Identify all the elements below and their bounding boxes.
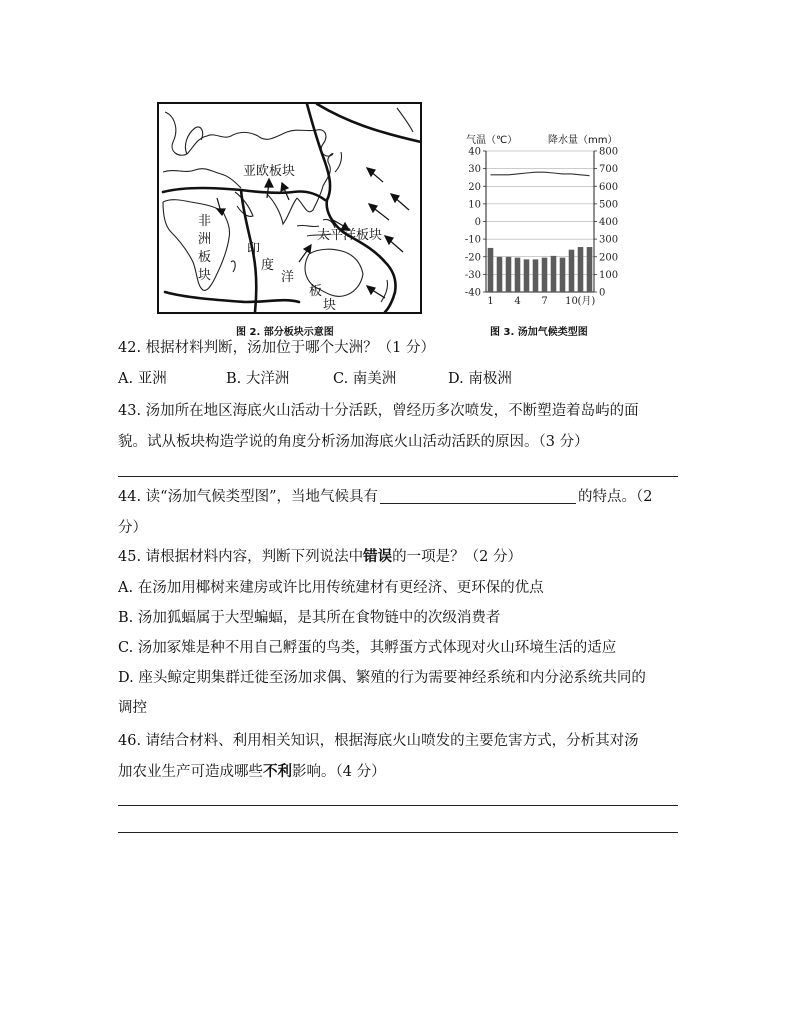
label-pacific-plate: 太平洋板块 — [317, 228, 383, 243]
precipitation-bar — [515, 258, 521, 292]
x-tick-label: 1 — [487, 296, 494, 307]
precipitation-bar — [488, 248, 494, 292]
question-44-line-1 — [118, 482, 652, 512]
label-africa-plate-1: 非 — [198, 214, 212, 229]
left-tick-label: -40 — [464, 287, 481, 299]
q43-answer-line[interactable] — [118, 476, 678, 477]
precipitation-bar — [587, 247, 593, 292]
left-tick-label: 40 — [468, 146, 481, 158]
climate-chart-svg — [458, 145, 628, 311]
q45-option-a: A. 在汤加用椰树来建房或许比用传统建材有更经济、更环保的优点 — [118, 580, 544, 596]
right-tick-label: 300 — [599, 234, 619, 246]
question-42: 42. 根据材料判断，汤加位于哪个大洲？（1 分） — [118, 340, 436, 356]
right-tick-label: 800 — [599, 146, 619, 158]
question-45 — [118, 542, 522, 572]
right-tick-label: 600 — [599, 181, 619, 193]
question-43-line-1: 43. 汤加所在地区海底火山活动十分活跃，曾经历多次喷发，不断塑造着岛屿的面 — [118, 403, 639, 419]
question-46-line-2 — [118, 757, 386, 787]
label-eurasia-plate: 亚欧板块 — [243, 164, 296, 179]
left-tick-label: 30 — [468, 164, 481, 176]
q45-suffix: 的一项是？（2 分） — [392, 549, 523, 565]
figure-3-climate-chart — [458, 131, 628, 311]
q42-option-d: D. 南极洲 — [448, 371, 512, 387]
left-tick-label: -10 — [464, 234, 481, 246]
q45-prefix: 45. 请根据材料内容，判断下列说法中 — [118, 549, 364, 565]
label-indian-plate-3: 洋 — [281, 270, 295, 285]
left-tick-label: 10 — [468, 199, 481, 211]
precipitation-bar — [506, 257, 512, 292]
q46-prefix: 加农业生产可造成哪些 — [118, 764, 263, 780]
label-africa-plate-3: 板 — [198, 250, 212, 265]
right-tick-label: 500 — [599, 199, 619, 211]
right-tick-label: 400 — [599, 217, 619, 228]
x-tick-label: 7 — [541, 296, 548, 307]
label-indian-plate-5: 块 — [323, 298, 337, 313]
label-indian-plate-2: 度 — [261, 258, 275, 273]
q42-option-b: B. 大洋洲 — [226, 371, 290, 387]
precipitation-bar — [578, 247, 584, 292]
left-tick-label: -30 — [464, 269, 481, 281]
left-tick-label: 20 — [468, 181, 481, 193]
x-tick-label: 4 — [514, 296, 521, 307]
q46-suffix: 影响。（4 分） — [292, 764, 386, 780]
label-africa-plate-4: 块 — [198, 268, 212, 283]
question-46-line-1: 46. 请结合材料、利用相关知识，根据海底火山喷发的主要危害方式，分析其对汤 — [118, 733, 639, 749]
label-africa-plate-2: 洲 — [198, 232, 212, 247]
question-44-line-2: 分） — [118, 520, 147, 536]
right-tick-label: 700 — [599, 164, 619, 176]
figure-2-caption: 图 2. 部分板块示意图 — [236, 327, 334, 338]
right-tick-label: 0 — [599, 287, 606, 299]
q45-option-d-line-2: 调控 — [118, 700, 147, 716]
q45-option-b: B. 汤加狐蝠属于大型蝙蝠，是其所在食物链中的次级消费者 — [118, 610, 501, 626]
q44-prefix: 44. 读“汤加气候类型图”，当地气候具有 — [118, 489, 378, 505]
left-tick-label: 0 — [474, 217, 481, 228]
precipitation-bar — [569, 250, 575, 292]
figure-3-caption: 图 3. 汤加气候类型图 — [490, 327, 588, 338]
right-tick-label: 200 — [599, 252, 619, 264]
question-43-line-2: 貌。试从板块构造学说的角度分析汤加海底火山活动活跃的原因。（3 分） — [118, 434, 589, 450]
precipitation-bar — [551, 256, 557, 292]
precipitation-bar — [542, 258, 548, 292]
precipitation-bar — [524, 259, 530, 292]
right-tick-label: 100 — [599, 269, 619, 281]
left-axis-title: 气温（℃） — [466, 135, 518, 146]
q42-option-c: C. 南美洲 — [333, 371, 397, 387]
label-indian-plate-1: 印 — [247, 242, 261, 257]
q45-option-c: C. 汤加冢雉是种不用自己孵蛋的鸟类，其孵蛋方式体现对火山环境生活的适应 — [118, 640, 617, 656]
q46-answer-line-2[interactable] — [118, 832, 678, 833]
q44-fill-blank[interactable] — [380, 487, 576, 504]
q44-suffix: 的特点。（2 — [578, 489, 653, 505]
q42-option-a: A. 亚洲 — [118, 371, 167, 387]
precipitation-bar — [497, 257, 503, 292]
temperature-line — [491, 172, 590, 176]
x-unit-label: (月) — [577, 296, 596, 307]
x-tick-label: 10 — [565, 296, 578, 307]
precipitation-bar — [560, 258, 566, 292]
figure-2-plate-map — [157, 102, 422, 314]
q45-option-d-line-1: D. 座头鲸定期集群迁徙至汤加求偶、繁殖的行为需要神经系统和内分泌系统共同的 — [118, 670, 646, 686]
q45-emphasis: 错误 — [363, 548, 393, 565]
label-indian-plate-4: 板 — [309, 284, 323, 299]
q46-emphasis: 不利 — [263, 763, 292, 780]
precipitation-bar — [533, 259, 539, 292]
right-axis-title: 降水量（mm） — [548, 135, 618, 146]
left-tick-label: -20 — [464, 252, 481, 264]
q46-answer-line-1[interactable] — [118, 805, 678, 806]
